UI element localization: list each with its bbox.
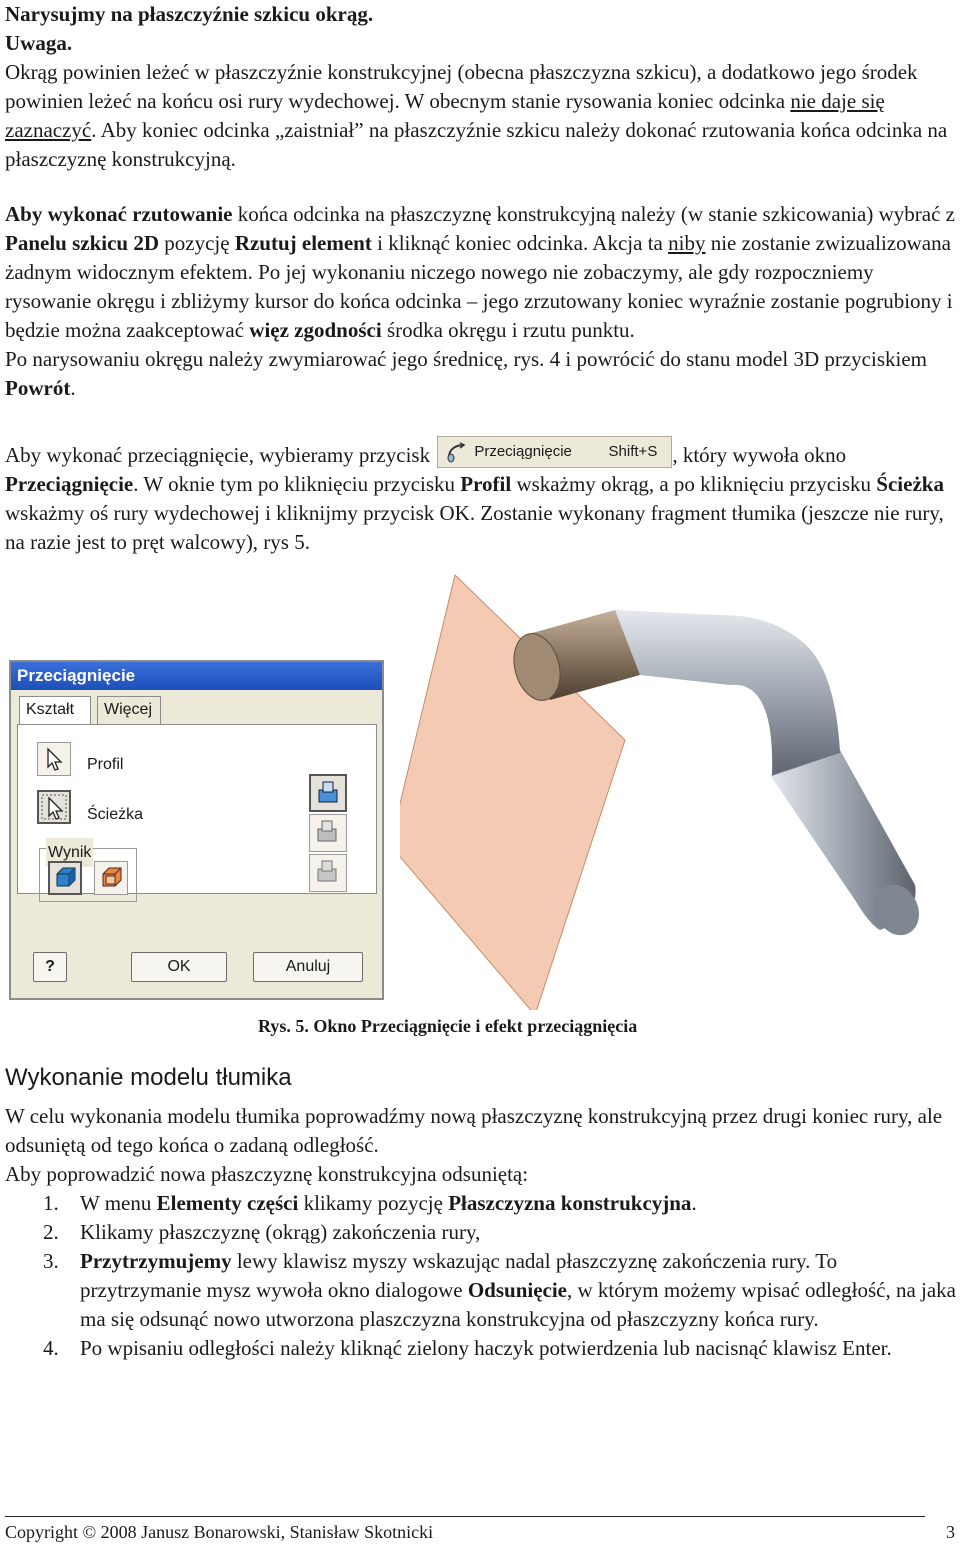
page-number: 3 [946,1522,955,1542]
sweep-render-image [400,570,960,1010]
bold-run: Panelu szkicu 2D [5,231,160,255]
text-run: , w którym możemy wpisać odległość, na jaka ma się odsunąć nowo utworzona plaszczyzna konstrukcyjna od płaszczyzny końca rury. [80,1278,956,1331]
section-intro-line: Aby poprowadzić nowa płaszczyznę konstrukcyjna odsuniętą: [5,1162,529,1186]
bold-run: Rzutuj element [234,231,372,255]
text-run: i kliknąć koniec odcinka. Akcja ta [371,231,669,255]
tab-more[interactable]: Więcej [97,696,161,724]
text-run: , który wywoła okno [672,443,847,467]
figure-caption: Rys. 5. Okno Przeciągnięcie i efekt przeciągnięcia [258,1016,638,1036]
bold-run: Aby wykonać rzutowanie [5,202,233,226]
text-run: Klikamy płaszczyznę (okrąg) zakończenia rury, [80,1220,481,1244]
cut-operation-button[interactable] [309,814,347,852]
text-run: wskażmy okrąg, a po kliknięciu przycisku [511,472,877,496]
list-item [5,1247,957,1334]
text-run: lewy klawisz myszy wskazując nadal płaszczyznę zakończenia rury. To przytrzymanie mysz wywoła okno dialogowe [80,1249,838,1302]
list-number: 3. [43,1249,59,1273]
text-run: Po narysowaniu okręgu należy zwymiarować jego średnicę, rys. 4 i powrócić do stanu model 3D przyciskiem [5,347,927,371]
section-paragraph: W celu wykonania modelu tłumika poprowadźmy nową płaszczyznę konstrukcyjną przez drugi koniec rury, ale odsuniętą od tego końca o zadaną odległość. [5,1104,943,1157]
path-select-button[interactable] [37,790,71,824]
list-item [5,1218,957,1247]
text-run: końca odcinka na płaszczyznę konstrukcyjną należy (w stanie szkicowania) wybrać z [232,202,955,226]
join-icon [311,776,345,810]
text-run: klikamy pozycję [298,1191,449,1215]
text-run: nie zostanie zwizualizowana żadnym widocznym efektem. Po jej wykonaniu niczego nowego nie zobaczymy, ale gdy rozpoczniemy rysowanie okręgu i zbliżymy kursor do końca odcinka – jego zrzutowany koniec wyraźnie zostanie pogrubiony i będzie można zaakceptować [5,231,953,342]
text-run: Okrąg powinien leżeć w płaszczyźnie konstrukcyjnej (obecna płaszczyzna szkicu), a dodatkowo jego środek powinien leżeć na końcu osi rury wydechowej. W obecnym stanie rysowania koniec odcinka [5,60,918,113]
solid-cube-icon [50,863,80,893]
bold-run: Przytrzymujemy [80,1249,232,1273]
list-number: 4. [43,1336,59,1360]
sweep-icon [446,441,468,463]
cancel-button[interactable]: Anuluj [253,952,363,982]
bold-run: Powrót [5,376,71,400]
projection-block [5,200,957,403]
cut-icon [310,815,344,849]
result-label: Wynik [46,838,93,867]
sweep-button-label: Przeciągnięcie [474,443,572,460]
bold-run: Przeciągnięcie [5,472,134,496]
text-run: pozycję [159,231,235,255]
list-item [5,1189,957,1218]
intro-block [5,0,957,174]
list-item [5,1334,957,1363]
text-run: . W oknie tym po kliknięciu przycisku [133,472,461,496]
bold-run: Odsunięcie [467,1278,568,1302]
merge-operation-button[interactable] [309,774,347,812]
sweep-paragraph [5,436,957,557]
text-run: środka okręgu i rzutu punktu. [381,318,635,342]
result-solid-button[interactable] [48,861,82,895]
bold-run: więz zgodności [249,318,382,342]
footer-divider [5,1516,925,1517]
result-surface-button[interactable] [94,861,128,895]
underlined-run: nie daje się zaznaczyć [5,89,885,142]
section-heading: Wykonanie modelu tłumika [5,1064,292,1091]
bold-run: Płaszczyzna konstrukcyjna [448,1191,692,1215]
sweep-block [5,436,957,557]
arrow-cursor-icon [38,743,70,775]
surface-cube-icon [95,862,127,894]
dialog-title: Przeciągnięcie [11,662,382,690]
steps-list [5,1189,957,1363]
footer-copyright: Copyright © 2008 Janusz Bonarowski, Stanisław Skotnicki [5,1522,434,1542]
text-run: W menu [80,1191,157,1215]
bold-run: Elementy części [156,1191,299,1215]
path-label: Ścieżka [87,806,144,823]
help-button[interactable] [33,952,67,982]
arrow-cursor-icon [39,792,69,822]
section-body [5,1102,957,1363]
text-run: Po wpisaniu odległości należy kliknąć zielony haczyk potwierdzenia lub nacisnąć klawisz Enter. [80,1336,892,1360]
intro-paragraph [5,58,957,174]
text-run: . Aby koniec odcinka „zaistniał” na płaszczyźnie szkicu należy dokonać rzutowania końca odcinka na płaszczyznę konstrukcyjną. [5,118,948,171]
text-run: . [70,376,76,400]
intersect-icon [310,855,344,889]
intersect-operation-button[interactable] [309,854,347,892]
return-paragraph [5,345,957,403]
sweep-toolbar-button[interactable] [437,436,672,468]
list-number: 1. [43,1191,59,1215]
text-run: . [691,1191,697,1215]
profile-label: Profil [87,756,124,773]
intro-heading: Narysujmy na płaszczyźnie szkicu okrąg. [5,2,374,26]
text-run: wskażmy oś rury wydechowej i kliknijmy przycisk OK. Zostanie wykonany fragment tłumika (jeszcze nie rury, na razie jest to pręt walcowy), rys 5. [5,501,944,554]
bold-run: Ścieżka [876,472,944,496]
pipe-bend [615,610,840,775]
sweep-button-shortcut: Shift+S [608,443,658,460]
result-group [39,844,137,902]
note-label: Uwaga. [5,31,73,55]
help-question-icon: ? [45,958,55,975]
sweep-render [400,570,960,1010]
underlined-run: niby [668,231,706,255]
ok-button[interactable]: OK [131,952,227,982]
list-number: 2. [43,1220,59,1244]
bold-run: Profil [460,472,512,496]
profile-select-button[interactable] [37,742,71,776]
projection-paragraph [5,200,957,345]
tab-shape[interactable]: Kształt [19,696,91,726]
sweep-dialog [9,660,384,1000]
text-run: Aby wykonać przeciągnięcie, wybieramy przycisk [5,443,436,467]
